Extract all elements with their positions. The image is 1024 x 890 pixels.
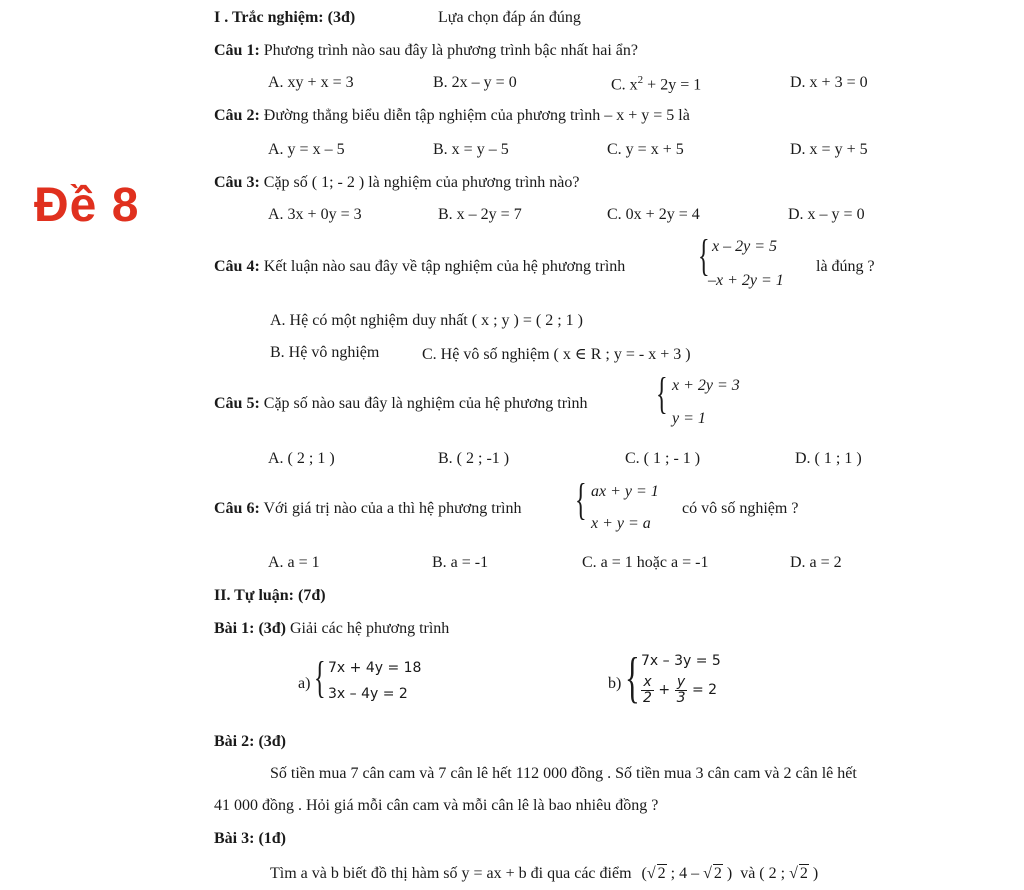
- bai-2-label: Bài 2: (3đ): [214, 733, 286, 750]
- q1-option-a: A. xy + x = 3: [268, 74, 354, 91]
- question-2: [214, 107, 690, 125]
- q4-option-a: A. Hệ có một nghiệm duy nhất ( x ; y ) = ( 2 ; 1 ): [270, 312, 583, 329]
- bai-1-b-equation-2: [641, 675, 717, 705]
- question-3: [214, 174, 580, 192]
- q4-equation-1: x – 2y = 5: [712, 238, 777, 255]
- question-4-text: Kết luận nào sau đây về tập nghiệm của hệ phương trình: [263, 258, 626, 275]
- question-6: [214, 500, 521, 518]
- q5-system-brace: {: [656, 369, 668, 418]
- question-4: [214, 258, 625, 276]
- bai-1-b-rhs: = 2: [691, 682, 718, 699]
- q3-option-d: D. x – y = 0: [788, 206, 865, 223]
- q1-option-d: D. x + 3 = 0: [790, 74, 868, 91]
- q4-option-c: C. Hệ vô số nghiệm ( x ∈ R ; y = - x + 3 ): [422, 346, 691, 363]
- bai-1-text: Giải các hệ phương trình: [290, 620, 450, 637]
- bai-1-b-plus: +: [658, 682, 671, 699]
- q1-option-c: [611, 74, 701, 94]
- q5-option-c: C. ( 1 ; - 1 ): [625, 450, 701, 467]
- q6-option-c: C. a = 1 hoặc a = -1: [582, 554, 709, 571]
- q5-option-b: B. ( 2 ; -1 ): [438, 450, 510, 467]
- q2-option-b: B. x = y – 5: [433, 141, 509, 158]
- q5-option-d: D. ( 1 ; 1 ): [795, 450, 862, 467]
- question-3-label: Câu 3:: [214, 174, 260, 191]
- q5-option-a: A. ( 2 ; 1 ): [268, 450, 335, 467]
- q4-system-brace: {: [698, 231, 710, 280]
- bai-1-a-brace: {: [314, 653, 326, 702]
- bai-3-text: [270, 864, 818, 883]
- bai-1-a-equation-1: 7x + 4y = 18: [328, 660, 422, 676]
- question-1-text: Phương trình nào sau đây là phương trình bậc nhất hai ẩn?: [263, 42, 638, 59]
- q1-option-c-pre: C. x: [611, 76, 638, 94]
- q6-option-b: B. a = -1: [432, 554, 489, 571]
- question-6-label: Câu 6:: [214, 500, 260, 517]
- q6-equation-1: ax + y = 1: [591, 483, 659, 500]
- q3-option-b: B. x – 2y = 7: [438, 206, 522, 223]
- question-6-text: Với giá trị nào của a thì hệ phương trình: [263, 500, 522, 517]
- exam-number-badge: Đề 8: [34, 179, 140, 232]
- section-1-instruction: Lựa chọn đáp án đúng: [438, 9, 581, 26]
- q1-option-b: B. 2x – y = 0: [433, 74, 517, 91]
- q4-equation-2: –x + 2y = 1: [708, 272, 784, 289]
- q6-option-d: D. a = 2: [790, 554, 842, 571]
- question-2-label: Câu 2:: [214, 107, 260, 124]
- bai-1-b-label: b): [608, 675, 622, 692]
- q4-option-b: B. Hệ vô nghiệm: [270, 344, 380, 361]
- bai-3-point-1: (√ 2 ; 4 – √ 2 ): [641, 865, 733, 882]
- question-5-text: Cặp số nào sau đây là nghiệm của hệ phương trình: [263, 395, 588, 412]
- bai-1-b-equation-1: 7x – 3y = 5: [641, 653, 721, 669]
- section-1-title: I . Trắc nghiệm: (3đ): [214, 9, 356, 26]
- q2-option-a: A. y = x – 5: [268, 141, 345, 158]
- q3-option-c: C. 0x + 2y = 4: [607, 206, 700, 223]
- bai-1-label: Bài 1: (3đ): [214, 620, 286, 637]
- section-2-title: II. Tự luận: (7đ): [214, 587, 326, 604]
- q6-option-a: A. a = 1: [268, 554, 320, 571]
- bai-3-point-2: ( 2 ; √ 2 ): [759, 865, 819, 882]
- question-1: [214, 42, 638, 60]
- bai-2-line-2: 41 000 đồng . Hỏi giá mỗi cân cam và mỗi cân lê là bao nhiêu đồng ?: [214, 797, 659, 814]
- bai-3-and: và: [740, 865, 756, 882]
- question-5-label: Câu 5:: [214, 395, 260, 412]
- question-5: [214, 395, 588, 413]
- q1-option-c-post: + 2y = 1: [643, 76, 702, 94]
- bai-2-line-1: Số tiền mua 7 cân cam và 7 cân lê hết 112 000 đồng . Số tiền mua 3 cân cam và 2 cân lê hết: [270, 765, 857, 782]
- q1-option-c-sup: 2: [637, 74, 644, 86]
- bai-3-statement: Tìm a và b biết đồ thị hàm số y = ax + b đi qua các điểm: [270, 865, 632, 882]
- question-2-text: Đường thẳng biểu diễn tập nghiệm của phương trình – x + y = 5 là: [263, 107, 690, 124]
- q3-option-a: A. 3x + 0y = 3: [268, 206, 362, 223]
- bai-3-label: Bài 3: (1đ): [214, 830, 286, 847]
- q6-tail: có vô số nghiệm ?: [682, 500, 799, 517]
- bai-1-b-brace: {: [625, 647, 640, 709]
- bai-1-b-fraction-y: $\frac{y}{3}$: [676, 674, 686, 706]
- question-1-label: Câu 1:: [214, 42, 260, 59]
- q5-equation-2: y = 1: [672, 410, 706, 427]
- bai-1: [214, 620, 449, 638]
- q5-equation-1: x + 2y = 3: [672, 377, 740, 394]
- q4-tail: là đúng ?: [816, 258, 875, 275]
- question-3-text: Cặp số ( 1; - 2 ) là nghiệm của phương trình nào?: [263, 174, 580, 191]
- q2-option-c: C. y = x + 5: [607, 141, 684, 158]
- q2-option-d: D. x = y + 5: [790, 141, 868, 158]
- bai-1-a-equation-2: 3x – 4y = 2: [328, 686, 408, 702]
- q6-equation-2: x + y = a: [591, 515, 651, 532]
- bai-1-b-fraction-x: $\frac{x}{2}$: [643, 674, 652, 706]
- question-4-label: Câu 4:: [214, 258, 260, 275]
- bai-1-a-label: a): [298, 675, 311, 692]
- q6-system-brace: {: [575, 475, 587, 524]
